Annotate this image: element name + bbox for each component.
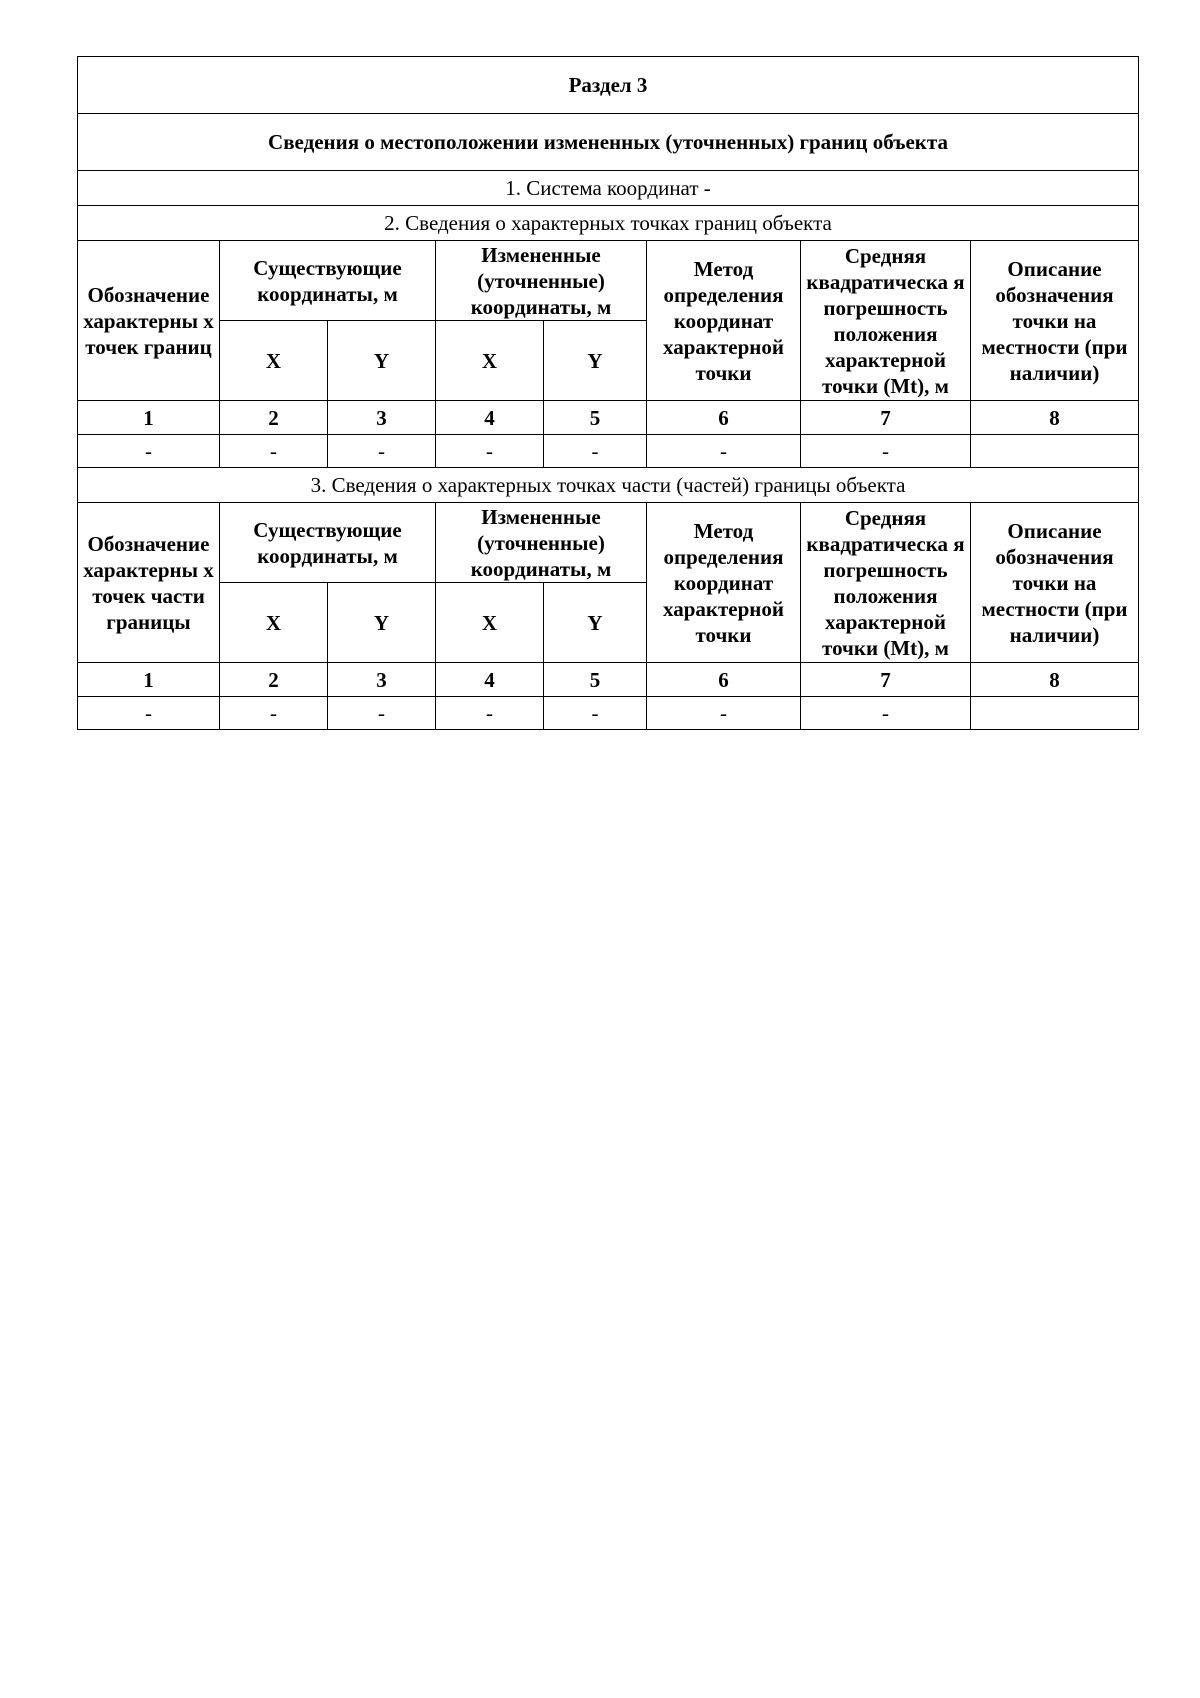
column-number: 1 [78,663,220,697]
block3-header-y-existing: Y [328,583,436,663]
cell-value: - [78,697,220,730]
block2-header-description: Описание обозначения точки на местности (при наличии) [971,241,1139,401]
column-number: 7 [801,663,971,697]
block3-header-error: Средняя квадратическа я погрешность положения характерной точки (Mt), м [801,503,971,663]
cell-value: - [436,435,544,468]
column-number: 2 [220,663,328,697]
cell-value: - [647,435,801,468]
cell-value: - [647,697,801,730]
cell-value: - [436,697,544,730]
section-subtitle: Сведения о местоположении измененных (уточненных) границ объекта [78,114,1139,171]
column-number: 5 [544,663,647,697]
cell-value: - [801,435,971,468]
column-number: 2 [220,401,328,435]
block2-header-x-changed: X [436,321,544,401]
block2-header-y-changed: Y [544,321,647,401]
cell-value: - [544,697,647,730]
block2-header-error: Средняя квадратическа я погрешность положения характерной точки (Mt), м [801,241,971,401]
block3-header-existing: Существующие координаты, м [220,503,436,583]
block3-header-designation: Обозначение характерны х точек части границы [78,503,220,663]
section-3-table [77,56,1139,730]
block2-header-existing: Существующие координаты, м [220,241,436,321]
cell-value: - [220,435,328,468]
block3-number-row [78,663,1139,697]
column-number: 3 [328,663,436,697]
cell-value [971,697,1139,730]
column-number: 4 [436,663,544,697]
column-number: 7 [801,401,971,435]
cell-value: - [328,697,436,730]
coordinate-system: 1. Система координат - [78,171,1139,206]
block3-header-y-changed: Y [544,583,647,663]
cell-value [971,435,1139,468]
block2-number-row [78,401,1139,435]
block3-header-description: Описание обозначения точки на местности (при наличии) [971,503,1139,663]
table-row [78,435,1139,468]
column-number: 1 [78,401,220,435]
block3-title: 3. Сведения о характерных точках части (частей) границы объекта [78,468,1139,503]
block3-header-changed: Измененные (уточненные) координаты, м [436,503,647,583]
cell-value: - [78,435,220,468]
column-number: 6 [647,401,801,435]
block2-title: 2. Сведения о характерных точках границ объекта [78,206,1139,241]
section-title: Раздел 3 [78,57,1139,114]
column-number: 8 [971,663,1139,697]
block3-header-x-changed: X [436,583,544,663]
block2-header-method: Метод определения координат характерной точки [647,241,801,401]
column-number: 5 [544,401,647,435]
column-number: 6 [647,663,801,697]
column-number: 4 [436,401,544,435]
block2-header-designation: Обозначение характерны х точек границ [78,241,220,401]
cell-value: - [544,435,647,468]
column-number: 8 [971,401,1139,435]
cell-value: - [220,697,328,730]
block2-header-y-existing: Y [328,321,436,401]
column-number: 3 [328,401,436,435]
block2-header-changed: Измененные (уточненные) координаты, м [436,241,647,321]
cell-value: - [801,697,971,730]
block3-header-x-existing: X [220,583,328,663]
cell-value: - [328,435,436,468]
block3-header-method: Метод определения координат характерной точки [647,503,801,663]
block2-header-x-existing: X [220,321,328,401]
table-row [78,697,1139,730]
